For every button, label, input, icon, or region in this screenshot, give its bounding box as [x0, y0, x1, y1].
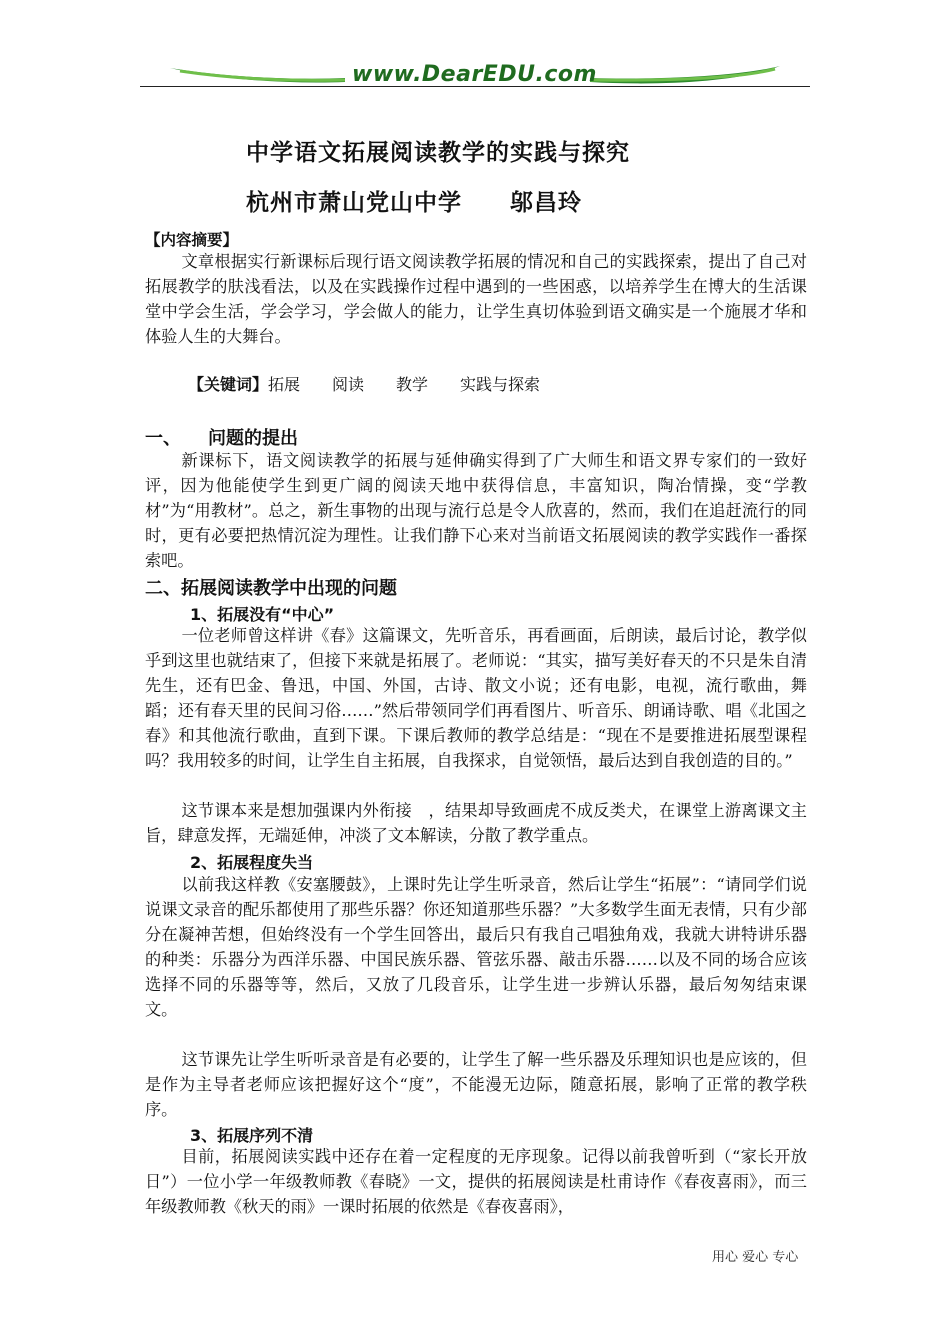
- subsection-2-paragraph-1: 以前我这样教《安塞腰鼓》，上课时先让学生听录音，然后让学生“拓展”：“请同学们说说课文录音的配乐都使用了那些乐器？你还知道那些乐器？”大多数学生面无表情，只有少部分在凝神苦想，但始终没有一个学生回答出，最后只有我自己唱独角戏，我就大讲特讲乐器的种类：乐器分为西洋乐器、中国民族乐器、管弦乐器、敲击乐器……以及不同的场合应该选择不同的乐器等等，然后，又放了几段音乐，让学生进一步辨认乐器，最后匆匆结束课文。: [145, 875, 807, 1019]
- abstract-text: 文章根据实行新课标后现行语文阅读教学拓展的情况和自己的实践探索，提出了自己对拓展教学的肤浅看法，以及在实践操作过程中遇到的一些困惑，以培养学生在博大的生活课堂中学会生活，学会学习，学会做人的能力，让学生真切体验到语文确实是一个施展才华和体验人生的大舞台。: [145, 252, 807, 346]
- subsection-3-paragraph-1: 目前，拓展阅读实践中还存在着一定程度的无序现象。记得以前我曾听到（“家长开放日”）一位小学一年级教师教《春晓》一文，提供的拓展阅读是杜甫诗作《春夜喜雨》，而三年级教师教《秋天的雨》一课时拓展的依然是《春夜喜雨》，: [145, 1147, 807, 1216]
- subsection-3-heading: 3、拓展序列不清: [190, 1126, 314, 1145]
- subsection-1-heading: 1、拓展没有“中心”: [190, 605, 335, 624]
- section-1-heading: 一、 问题的提出: [145, 428, 298, 449]
- keywords-label: 【关键词】: [188, 375, 269, 394]
- subsection-1-paragraph-2: 这节课本来是想加强课内外衔接 ，结果却导致画虎不成反类犬，在课堂上游离课文主旨，肆意发挥，无端延伸，冲淡了文本解读，分散了教学重点。: [145, 801, 807, 845]
- section-2-heading: 二、拓展阅读教学中出现的问题: [145, 578, 397, 599]
- site-logo: www.DearEDU.com: [352, 62, 597, 87]
- header-rule: [140, 86, 810, 87]
- subsection-1-paragraph-1: 一位老师曾这样讲《春》这篇课文，先听音乐，再看画面，后朗读，最后讨论，教学似乎到这里也就结束了，但接下来就是拓展了。老师说：“其实，描写美好春天的不只是朱自清先生，还有巴金、鲁迅，中国、外国，古诗、散文小说；还有电影，电视，流行歌曲，舞蹈；还有春天里的民间习俗……”然后带领同学们再看图片、听音乐、朗诵诗歌、唱《北国之春》和其他流行歌曲，直到下课。下课后教师的教学总结是：“现在不是要推进拓展型课程吗？我用较多的时间，让学生自主拓展，自我探求，自觉领悟，最后达到自我创造的目的。”: [145, 626, 807, 770]
- subsection-2-paragraph-2: 这节课先让学生听听录音是有必要的，让学生了解一些乐器及乐理知识也是应该的，但是作为主导者老师应该把握好这个“度”，不能漫无边际，随意拓展，影响了正常的教学秩序。: [145, 1050, 807, 1119]
- author-line: 杭州市萧山党山中学 邬昌玲: [246, 190, 582, 216]
- keywords-line: [188, 372, 540, 395]
- page-footer: 用心 爱心 专心: [712, 1250, 799, 1265]
- keywords-text: 拓展 阅读 教学 实践与探索: [268, 375, 541, 394]
- section-1-paragraph: 新课标下，语文阅读教学的拓展与延伸确实得到了广大师生和语文界专家们的一致好评，因为他能使学生到更广阔的阅读天地中获得信息，丰富知识，陶冶情操，变“学教材”为“用教材”。总之，新生事物的出现与流行总是令人欣喜的，然而，我们在追赶流行的同时，更有必要把热情沉淀为理性。让我们静下心来对当前语文拓展阅读的教学实践作一番探索吧。: [145, 451, 807, 570]
- page-title: 中学语文拓展阅读教学的实践与探究: [246, 140, 630, 166]
- subsection-2-heading: 2、拓展程度失当: [190, 853, 314, 872]
- abstract-label: 【内容摘要】: [145, 231, 239, 249]
